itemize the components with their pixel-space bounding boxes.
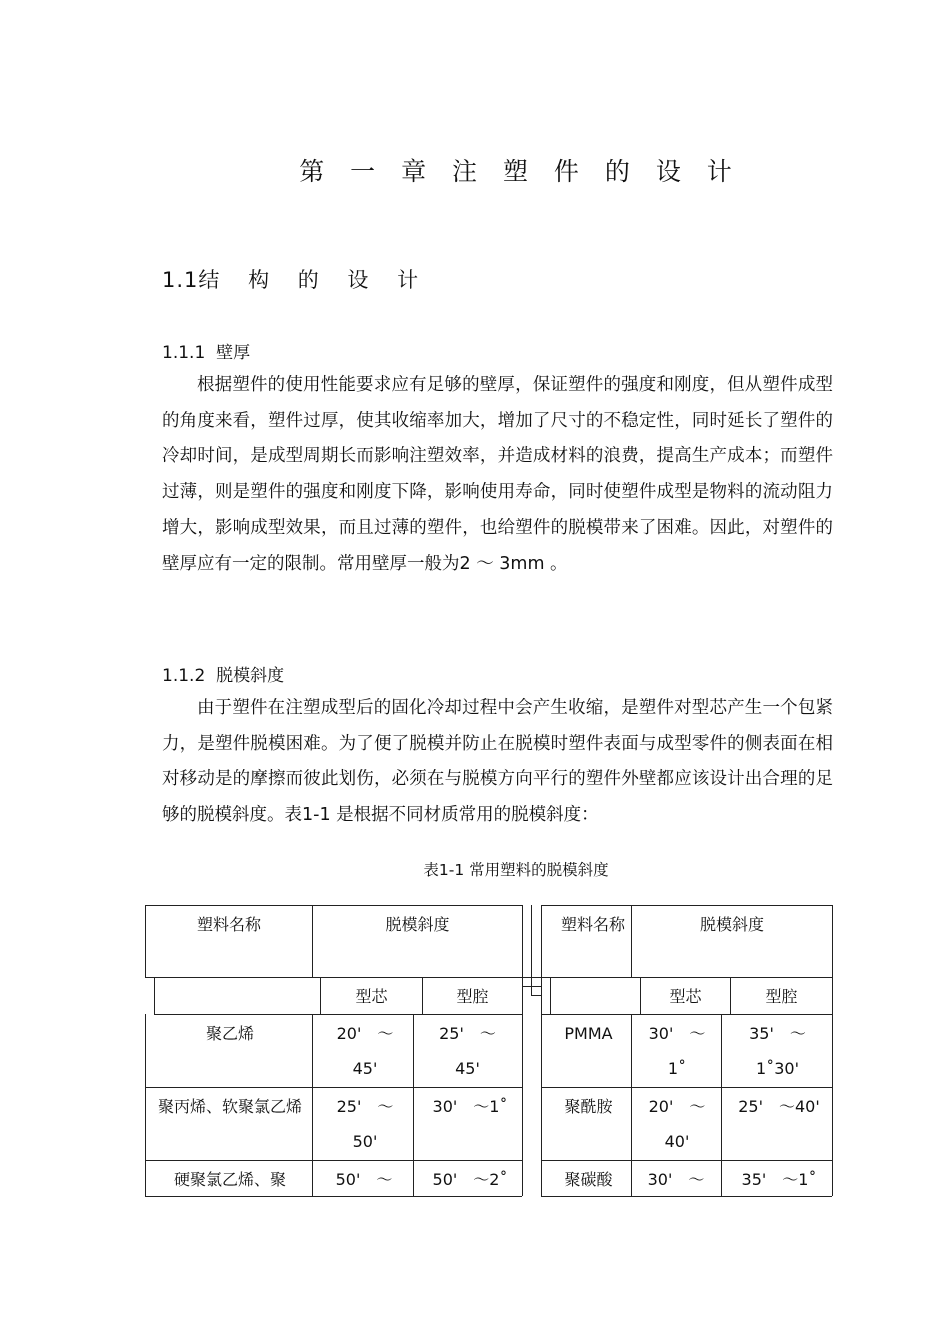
header-plastic-name: 塑料名称 — [196, 915, 261, 934]
header-plastic-name: 塑料名称 — [560, 915, 625, 934]
subsection-title-text: 壁厚 — [216, 343, 251, 363]
header-draft-angle: 脱模斜度 — [385, 915, 450, 934]
draft-angle-paragraph: 由于塑件在注塑成型后的固化冷却过程中会产生收缩，是塑件对型芯产生一个包紧力，是塑件脱模困难。为了便了脱模并防止在脱模时塑件表面与成型零件的侧表面在相对移动是的摩擦而彼此划伤，必须在与脱模方向平行的塑件外壁都应该设计出合理的足够的脱模斜度。表1-1 是根据不同材质常用的脱模斜度： — [162, 698, 833, 826]
table-line — [832, 905, 833, 1196]
cell-cavity: 25' ～40' — [738, 1097, 820, 1116]
cell-core: 50' ～ — [335, 1170, 393, 1189]
subsection-title-text: 脱模斜度 — [216, 666, 285, 686]
cell-cavity: 35' ～1˚ — [741, 1170, 817, 1189]
table-line — [522, 986, 541, 987]
cell-core: 30' ～ — [647, 1170, 705, 1189]
table-line — [145, 1014, 146, 1196]
cell-plastic-name: 聚酰胺 — [564, 1097, 613, 1116]
table-line — [154, 1014, 522, 1015]
header-cavity: 型腔 — [456, 987, 489, 1006]
table-line — [541, 1014, 832, 1015]
table-line — [145, 905, 522, 906]
header-cavity: 型腔 — [765, 987, 798, 1006]
header-draft-angle: 脱模斜度 — [699, 915, 764, 934]
cell-core: 20' ～ 45' — [336, 1024, 394, 1078]
table-line — [631, 1014, 632, 1196]
section-title-text: 结 构 的 设 计 — [198, 268, 430, 292]
table-line — [531, 977, 532, 995]
subsection-number: 1.1.1 — [162, 343, 206, 363]
wall-thickness-paragraph: 根据塑件的使用性能要求应有足够的壁厚，保证塑件的强度和刚度，但从塑件成型的角度来看，塑件过厚，使其收缩率加大，增加了尺寸的不稳定性，同时延长了塑件的冷却时间，是成型周期长而影响注塑效率，并造成材料的浪费，提高生产成本；而塑件过薄，则是塑件的强度和刚度下降，影响使用寿命，同时使塑件成型是物料的流动阻力增大，影响成型效果，而且过薄的塑件，也给塑件的脱模带来了困难。因此，对塑件的壁厚应有一定的限制。常用壁厚一般为2 ～ 3mm 。 — [162, 375, 833, 574]
table-line — [541, 977, 832, 978]
cell-core: 20' ～ 40' — [648, 1097, 706, 1151]
table-line — [312, 1014, 313, 1196]
table-line — [541, 1087, 832, 1088]
cell-plastic-name: PMMA — [564, 1024, 613, 1043]
table-line — [541, 905, 832, 906]
table-line — [145, 1160, 522, 1161]
table-line — [145, 977, 522, 978]
header-core: 型芯 — [669, 987, 702, 1006]
cell-plastic-name: 聚乙烯 — [205, 1024, 254, 1043]
section-number: 1.1 — [162, 268, 199, 292]
chapter-title: 第 一 章 注 塑 件 的 设 计 — [299, 157, 741, 186]
subsection-title-draft-angle — [162, 661, 284, 686]
table-line — [721, 1014, 722, 1196]
table-line — [541, 905, 542, 1196]
table-line — [541, 1160, 832, 1161]
section-title — [162, 264, 429, 294]
cell-plastic-name: 硬聚氯乙烯、聚 — [173, 1170, 286, 1189]
cell-cavity: 50' ～2˚ — [432, 1170, 508, 1189]
table-line — [522, 905, 523, 1196]
cell-cavity: 30' ～1˚ — [432, 1097, 508, 1116]
table-caption: 表1-1 常用塑料的脱模斜度 — [423, 861, 609, 879]
cell-cavity: 25' ～ 45' — [439, 1024, 496, 1078]
cell-core: 25' ～ 50' — [336, 1097, 394, 1151]
cell-plastic-name: 聚碳酸 — [564, 1170, 613, 1189]
subsection-number: 1.1.2 — [162, 666, 206, 686]
cell-core: 30' ～ 1˚ — [648, 1024, 706, 1078]
table-line — [550, 977, 551, 1014]
table-line — [145, 1087, 522, 1088]
cell-plastic-name: 聚丙烯、软聚氯乙烯 — [157, 1097, 302, 1116]
table-line — [531, 995, 541, 996]
subsection-title-wall-thickness — [162, 338, 250, 363]
header-core: 型芯 — [355, 987, 388, 1006]
table-line — [154, 977, 155, 1014]
table-line — [413, 1014, 414, 1196]
cell-cavity: 35' ～ 1˚30' — [749, 1024, 806, 1078]
table-line — [522, 977, 541, 978]
table-line — [531, 905, 532, 977]
